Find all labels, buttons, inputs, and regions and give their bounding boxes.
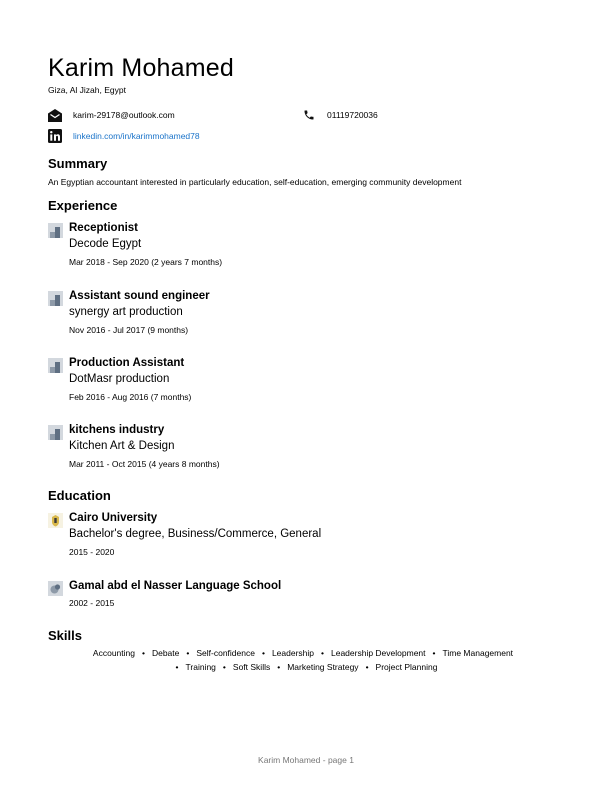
- envelope-icon: [48, 108, 62, 122]
- job-title: Receptionist: [69, 222, 139, 234]
- skill-item: Project Planning: [375, 662, 438, 672]
- summary-text: An Egyptian accountant interested in particularly education, self-education, emerging community development: [48, 177, 462, 187]
- education-dates: 2015 - 2020: [69, 547, 115, 557]
- email-link[interactable]: karim-29178@outlook.com: [73, 110, 175, 120]
- skills-heading: Skills: [48, 628, 82, 643]
- job-dates: Mar 2011 - Oct 2015 (4 years 8 months): [69, 459, 220, 469]
- email-row: [48, 108, 175, 122]
- skill-separator: •: [261, 648, 265, 658]
- skill-separator: •: [186, 648, 190, 658]
- linkedin-row: [48, 129, 200, 143]
- university-logo-icon: [48, 513, 63, 528]
- skill-separator: •: [141, 648, 145, 658]
- phone-row: [302, 108, 378, 122]
- skill-separator: •: [365, 662, 369, 672]
- skill-item: Leadership: [271, 648, 315, 658]
- candidate-name: Karim Mohamed: [48, 54, 234, 82]
- skill-item: Debate: [151, 648, 180, 658]
- skill-separator: •: [321, 648, 324, 658]
- company-name: Kitchen Art & Design: [69, 440, 175, 452]
- skill-item: Soft Skills: [232, 662, 271, 672]
- company-name: DotMasr production: [69, 373, 170, 385]
- company-name: Decode Egypt: [69, 238, 142, 250]
- linkedin-link[interactable]: linkedin.com/in/karimmohamed78: [73, 131, 200, 141]
- school-name: Gamal abd el Nasser Language School: [69, 580, 282, 592]
- linkedin-icon: [48, 129, 62, 143]
- phone-number[interactable]: 01119720036: [327, 110, 378, 120]
- skill-separator: •: [175, 662, 179, 672]
- education-dates: 2002 - 2015: [69, 598, 115, 608]
- school-name: Cairo University: [69, 512, 158, 524]
- job-title: Production Assistant: [69, 357, 185, 369]
- school-logo-icon: [48, 581, 63, 596]
- job-title: Assistant sound engineer: [69, 290, 210, 302]
- education-heading: Education: [48, 488, 111, 503]
- summary-heading: Summary: [48, 156, 108, 171]
- skill-separator: •: [222, 662, 226, 672]
- job-title: kitchens industry: [69, 424, 165, 436]
- company-logo-icon: [48, 291, 63, 306]
- skill-separator: •: [277, 662, 281, 672]
- company-logo-icon: [48, 358, 63, 373]
- experience-heading: Experience: [48, 198, 118, 213]
- skill-separator: •: [432, 648, 436, 658]
- company-name: synergy art production: [69, 306, 183, 318]
- phone-icon: [302, 108, 316, 122]
- skill-item: Time Management: [442, 648, 514, 658]
- degree: Bachelor's degree, Business/Commerce, General: [69, 528, 322, 540]
- company-logo-icon: [48, 425, 63, 440]
- job-dates: Nov 2016 - Jul 2017 (9 months): [69, 325, 189, 335]
- skills-list: [48, 646, 558, 674]
- company-logo-icon: [48, 223, 63, 238]
- skill-item: Self-confidence: [196, 648, 255, 658]
- skill-item: Training: [185, 662, 216, 672]
- skill-item: Accounting: [92, 648, 135, 658]
- job-dates: Feb 2016 - Aug 2016 (7 months): [69, 392, 192, 402]
- location: Giza, Al Jizah, Egypt: [48, 85, 126, 95]
- page-footer: Karim Mohamed - page 1: [258, 755, 354, 765]
- job-dates: Mar 2018 - Sep 2020 (2 years 7 months): [69, 257, 223, 267]
- skill-item: Marketing Strategy: [287, 662, 359, 672]
- skill-item: Leadership Development: [331, 648, 426, 658]
